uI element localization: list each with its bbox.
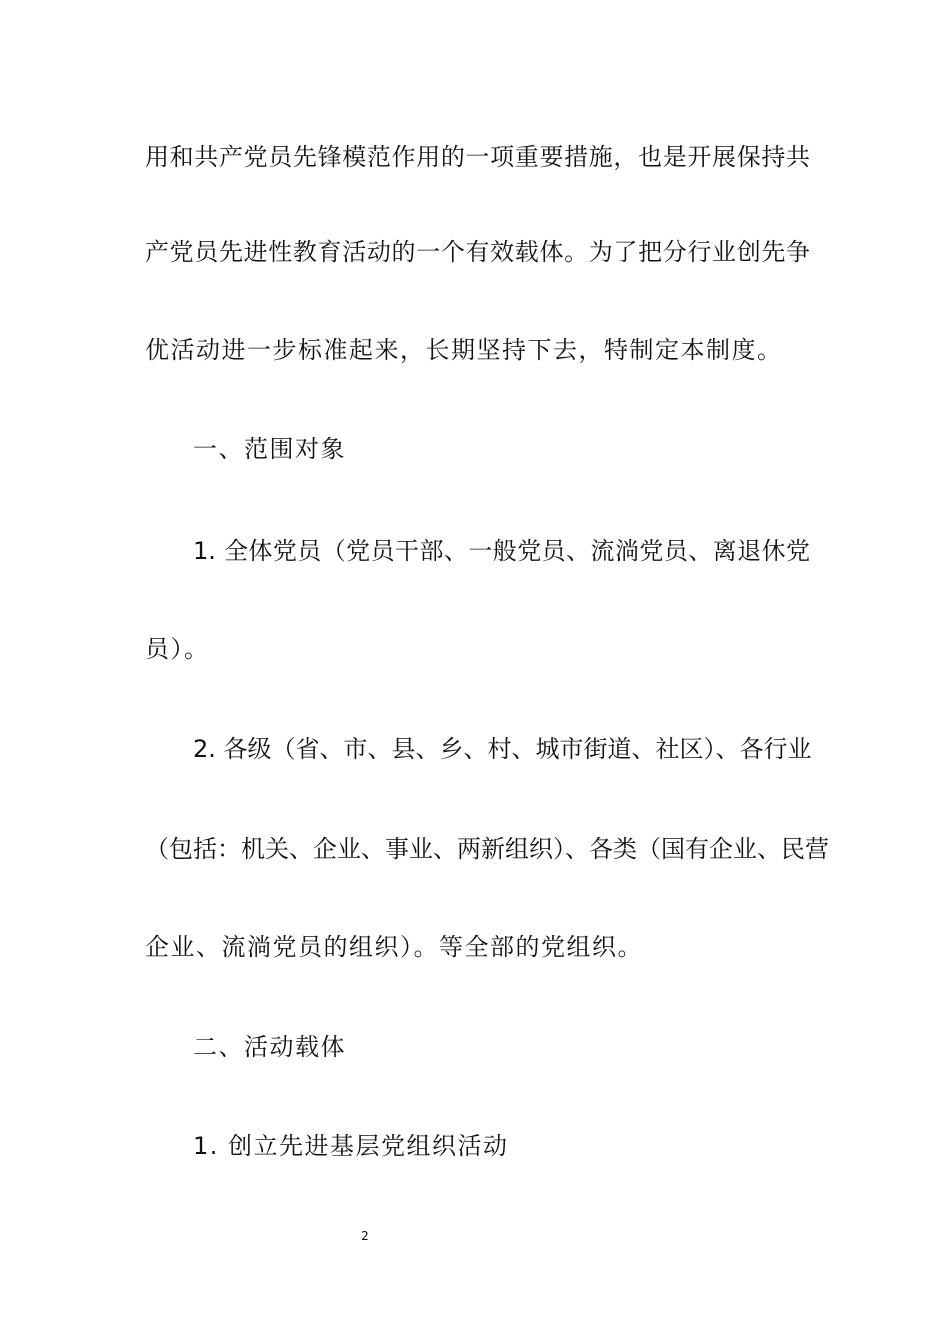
page-number: 2 xyxy=(361,1229,369,1243)
section-heading: 二、活动载体 xyxy=(193,1033,346,1061)
list-item-continuation: （包括：机关、企业、事业、两新组织）、各类（国有企业、民营 xyxy=(145,835,829,863)
section-heading: 一、范围对象 xyxy=(193,435,346,463)
list-item: 1. 全体党员（党员干部、一般党员、流淌党员、离退休党 xyxy=(193,537,810,565)
list-item: 2. 各级（省、市、县、乡、村、城市街道、社区）、各行业 xyxy=(193,735,812,763)
paragraph-line: 优活动进一步标准起来，长期坚持下去，特制定本制度。 xyxy=(145,336,783,364)
list-item-continuation: 企业、流淌党员的组织）。等全部的党组织。 xyxy=(145,933,643,961)
paragraph-line: 产党员先进性教育活动的一个有效载体。为了把分行业创先争 xyxy=(145,238,810,266)
paragraph-line: 用和共产党员先锋模范作用的一项重要措施，也是开展保持共 xyxy=(145,143,810,171)
list-item: 1. 创立先进基层党组织活动 xyxy=(193,1132,509,1160)
list-item-continuation: 员）。 xyxy=(145,635,210,663)
